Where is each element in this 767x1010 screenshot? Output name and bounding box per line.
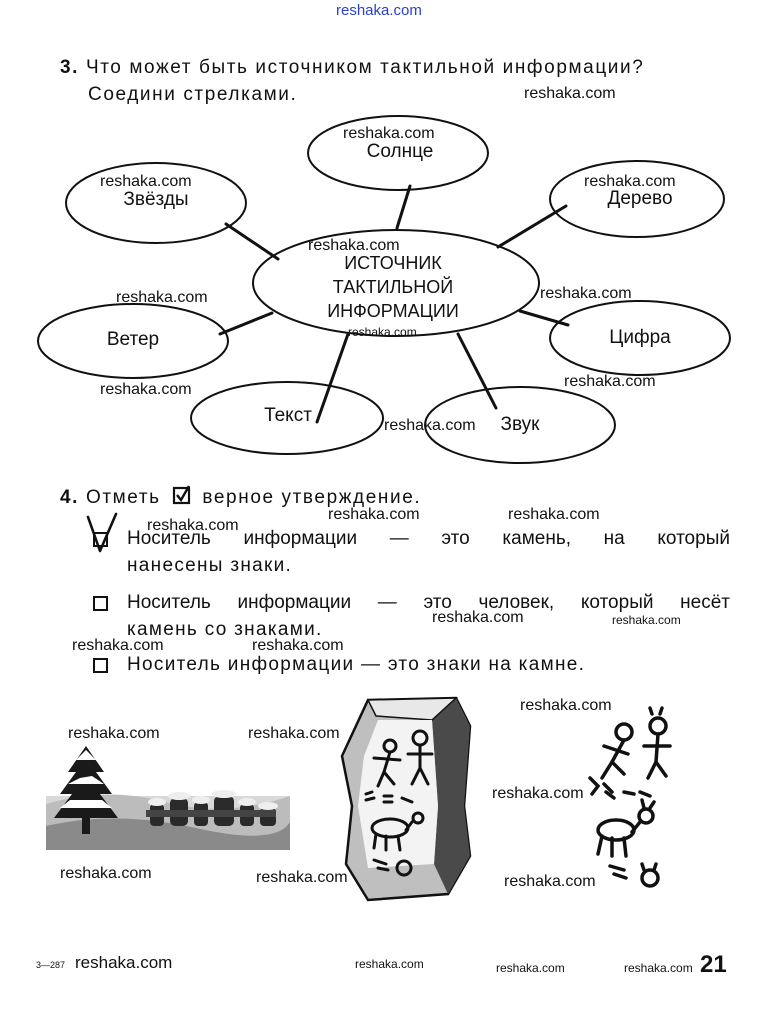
watermark: reshaka.com — [384, 417, 476, 434]
connector-text — [317, 334, 348, 422]
center-line-1: ИСТОЧНИК — [344, 253, 442, 273]
watermark: reshaka.com — [496, 961, 565, 975]
word: который — [657, 528, 730, 549]
watermark: reshaka.com — [520, 697, 612, 714]
watermark: reshaka.com — [256, 869, 348, 886]
question-3-line-2: Соедини стрелками. — [88, 84, 298, 105]
watermark: reshaka.com — [524, 85, 616, 102]
watermark: reshaka.com — [100, 381, 192, 398]
connector-sun — [397, 186, 410, 228]
option-3-checkbox[interactable] — [93, 658, 108, 673]
option-1-check-mark-icon — [86, 511, 132, 557]
question-3-number: 3. — [60, 57, 80, 78]
watermark: reshaka.com — [72, 637, 164, 654]
option-1-line-2: нанесены знаки. — [127, 555, 293, 576]
watermark: reshaka.com — [492, 785, 584, 802]
watermark: reshaka.com — [147, 517, 239, 534]
oval-label-stars: Звёзды — [123, 189, 189, 210]
watermark: reshaka.com — [624, 961, 693, 975]
petroglyph-figures-illustration — [584, 706, 674, 896]
word: несёт — [680, 592, 730, 613]
watermark: reshaka.com — [100, 173, 192, 190]
watermark: reshaka.com — [116, 289, 208, 306]
connector-wind — [220, 313, 272, 334]
question-3-text: Что может быть источником тактильной информации? — [85, 57, 645, 78]
connector-stars — [226, 224, 278, 259]
watermark: reshaka.com — [60, 865, 152, 882]
word: на — [603, 528, 625, 549]
watermark: reshaka.com — [252, 637, 344, 654]
watermark: reshaka.com — [504, 873, 596, 890]
watermark: reshaka.com — [612, 613, 681, 627]
word: Носитель — [127, 528, 211, 549]
option-2-line-1 — [127, 592, 730, 614]
word: информации — [237, 592, 352, 613]
watermark-top: reshaka.com — [336, 2, 422, 19]
oval-label-digit: Цифра — [609, 327, 671, 348]
oval-label-tree: Дерево — [607, 188, 673, 209]
checkbox-sample-icon — [172, 485, 192, 505]
watermark: reshaka.com — [355, 957, 424, 971]
word: это — [441, 528, 470, 549]
word: который — [580, 592, 654, 613]
question-4-number: 4. — [60, 487, 80, 508]
oval-label-text: Текст — [264, 405, 312, 426]
watermark: reshaka.com — [308, 237, 400, 254]
watermark: reshaka.com — [508, 506, 600, 523]
connector-tree — [498, 206, 566, 247]
watermark: reshaka.com — [75, 953, 173, 972]
question-4-prompt-after: верное утверждение. — [202, 487, 422, 508]
option-3-line-1: Носитель информации — это знаки на камне. — [127, 654, 586, 675]
engraved-stone-illustration — [338, 696, 474, 902]
watermark: reshaka.com — [328, 506, 420, 523]
watermark: reshaka.com — [584, 173, 676, 190]
footer-code: 3—287 — [36, 960, 66, 970]
word: камень, — [502, 528, 572, 549]
connector-sound — [458, 334, 496, 408]
winter-landscape-illustration — [46, 738, 290, 850]
option-2-line-2: камень со знаками. — [127, 619, 323, 640]
word: это — [423, 592, 452, 613]
oval-label-wind: Ветер — [106, 329, 160, 350]
option-1-line-1 — [127, 528, 730, 550]
watermark: reshaka.com — [432, 609, 524, 626]
question-4-prompt-before: Отметь — [85, 487, 161, 508]
watermark: reshaka.com — [540, 285, 632, 302]
center-line-2: ТАКТИЛЬНОЙ — [332, 277, 454, 297]
watermark: reshaka.com — [68, 725, 160, 742]
connector-digit — [520, 311, 568, 325]
watermark: reshaka.com — [564, 373, 656, 390]
center-line-3: ИНФОРМАЦИИ — [327, 301, 459, 321]
word: — — [389, 528, 409, 549]
center-label — [327, 251, 459, 323]
word: Носитель — [127, 592, 211, 613]
watermark: reshaka.com — [248, 725, 340, 742]
oval-label-sun: Солнце — [366, 141, 434, 162]
page-number: 21 — [700, 951, 727, 978]
option-2-checkbox[interactable] — [93, 596, 108, 611]
watermark: reshaka.com — [348, 325, 417, 339]
watermark: reshaka.com — [343, 125, 435, 142]
word: информации — [243, 528, 358, 549]
oval-label-sound: Звук — [500, 414, 540, 435]
word: — — [377, 592, 397, 613]
word: человек, — [478, 592, 555, 613]
